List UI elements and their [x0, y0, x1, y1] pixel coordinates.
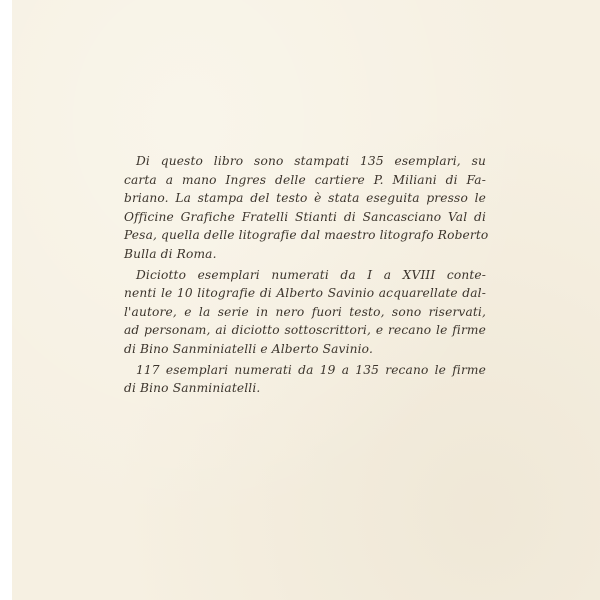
colophon-paragraph-2: [124, 266, 486, 359]
text-line: di Bino Sanminiatelli e Alberto Savinio.: [124, 341, 373, 356]
text-line: di Bino Sanminiatelli.: [124, 381, 261, 396]
colophon-paragraph-1: [124, 152, 489, 264]
text-line: briano. La stampa del testo è stata eseguita presso le: [124, 191, 486, 206]
text-line: Di questo libro sono stampati 135 esemplari, su: [136, 154, 486, 168]
text-line: ad personam, ai diciotto sottoscrittori, e recano le firme: [124, 323, 486, 338]
text-line: Diciotto esemplari numerati da I a XVIII conte-: [136, 267, 486, 282]
text-line: l'autore, e la serie in nero fuori testo, sono riservati,: [124, 304, 486, 319]
text-line: Pesa, quella delle litografie dal maestro litografo Roberto: [124, 228, 489, 243]
colophon-text: [124, 152, 489, 398]
text-line: carta a mano Ingres delle cartiere P. Miliani di Fa-: [124, 172, 486, 187]
text-line: nenti le 10 litografie di Alberto Savinio acquarellate dal-: [124, 286, 486, 301]
text-line: 117 esemplari numerati da 19 a 135 recano le firme: [136, 362, 486, 377]
text-line: Bulla di Roma.: [124, 246, 217, 261]
text-line: Officine Grafiche Fratelli Stianti di Sancasciano Val di: [124, 209, 486, 224]
colophon-paragraph-3: [124, 361, 486, 398]
